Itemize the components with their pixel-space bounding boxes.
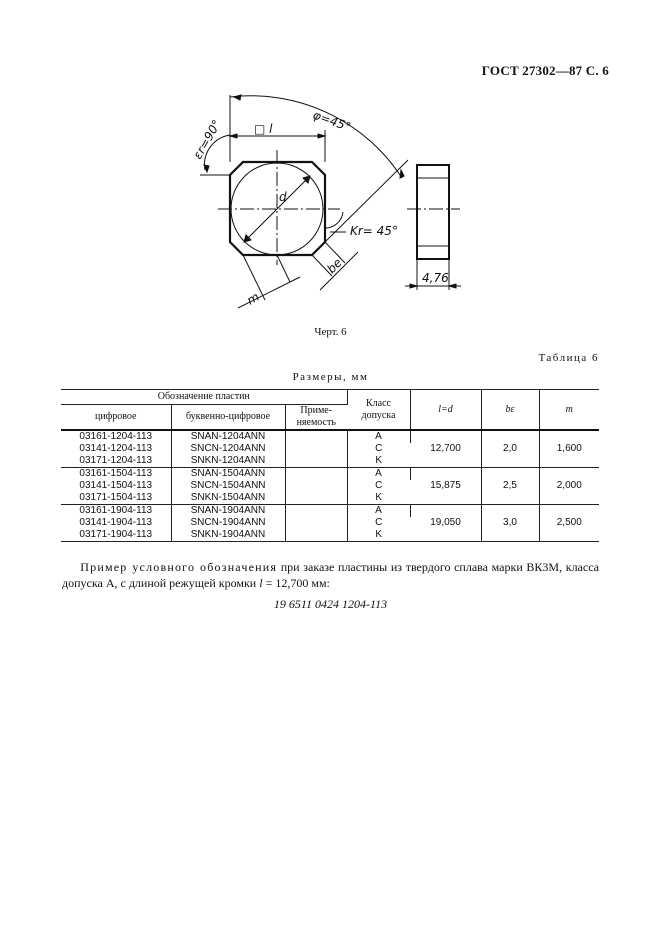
table-number: Таблица 6: [538, 352, 599, 364]
cell-l-d: 12,700: [410, 430, 481, 468]
example-text: при заказе пластины из твердого сплава марки ВК3М, класса допуска А, с длиной режущей кромки: [62, 560, 600, 590]
cell-digital: 03171-1204-113: [61, 455, 171, 468]
cell-digital: 03171-1904-113: [61, 529, 171, 542]
label-l: □ l: [254, 122, 273, 136]
cell-alpha: SNAN-1504ANN: [171, 468, 285, 481]
header-tolerance-class: Класс допуска: [347, 390, 410, 431]
cell-applicability: [285, 480, 347, 492]
figure-caption: Черт. 6: [314, 326, 347, 338]
cell-b: 2,5: [481, 468, 539, 505]
cell-alpha: SNAN-1904ANN: [171, 505, 285, 518]
insert-drawing: [0, 0, 661, 330]
cell-b: 2,0: [481, 430, 539, 468]
label-epsilon: εr=90°: [190, 117, 224, 162]
header-m: m: [539, 390, 599, 431]
example-lead: Пример условного обозначения: [80, 560, 278, 574]
cell-alpha: SNCN-1204ANN: [171, 443, 285, 455]
cell-digital: 03141-1204-113: [61, 443, 171, 455]
cell-class: K: [347, 492, 410, 505]
header-b: bε: [481, 390, 539, 431]
header-designation: Обозначение пластин: [61, 390, 347, 405]
page-header: ГОСТ 27302—87 С. 6: [481, 63, 609, 78]
label-kappa: Kr= 45°: [350, 224, 398, 238]
table-title: Размеры, мм: [292, 371, 369, 383]
cell-applicability: [285, 529, 347, 542]
cell-applicability: [285, 517, 347, 529]
cell-applicability: [285, 455, 347, 468]
dimensions-table: [61, 389, 599, 542]
label-phi: φ=45°: [310, 107, 353, 135]
cell-applicability: [285, 443, 347, 455]
label-m: m: [244, 289, 262, 308]
cell-class: A: [347, 468, 410, 481]
cell-digital: 03161-1904-113: [61, 505, 171, 518]
example-tail: = 12,700 мм:: [262, 576, 330, 590]
cell-class: K: [347, 455, 410, 468]
cell-class: C: [375, 517, 383, 528]
table-row: [61, 430, 599, 443]
cell-alpha: SNCN-1904ANN: [171, 517, 285, 529]
example-l-symbol: l: [259, 576, 263, 590]
cell-alpha: SNAN-1204ANN: [171, 430, 285, 443]
label-be: be: [324, 255, 345, 277]
cell-alpha: SNKN-1904ANN: [171, 529, 285, 542]
label-d: d: [279, 190, 287, 204]
cell-digital: 03141-1904-113: [61, 517, 171, 529]
label-thickness: 4,76: [422, 271, 449, 285]
cell-applicability: [285, 505, 347, 518]
cell-alpha: SNCN-1504ANN: [171, 480, 285, 492]
cell-applicability: [285, 468, 347, 481]
cell-class: A: [347, 430, 410, 443]
example-paragraph: [62, 559, 599, 591]
cell-applicability: [285, 492, 347, 505]
cell-m: 2,500: [539, 505, 599, 542]
header-digital: цифровое: [61, 405, 171, 431]
header-applicability: Приме- няемость: [285, 405, 347, 431]
cell-digital: 03141-1504-113: [61, 480, 171, 492]
cell-l-d: 19,050: [410, 505, 481, 542]
cell-m: 1,600: [539, 430, 599, 468]
table-row: [61, 468, 599, 481]
cell-class: A: [347, 505, 410, 518]
cell-m: 2,000: [539, 468, 599, 505]
header-l-d: l=d: [410, 390, 481, 431]
header-alphanumeric: буквенно-цифровое: [171, 405, 285, 431]
cell-class: C: [375, 480, 383, 491]
cell-class: C: [375, 443, 383, 454]
cell-alpha: SNKN-1504ANN: [171, 492, 285, 505]
cell-digital: 03161-1504-113: [61, 468, 171, 481]
cell-class: K: [347, 529, 410, 542]
cell-applicability: [285, 430, 347, 443]
cell-digital: 03161-1204-113: [61, 430, 171, 443]
example-code: 19 6511 0424 1204-113: [273, 597, 388, 611]
cell-alpha: SNKN-1204ANN: [171, 455, 285, 468]
cell-b: 3,0: [481, 505, 539, 542]
table-row: [61, 505, 599, 518]
cell-digital: 03171-1504-113: [61, 492, 171, 505]
cell-l-d: 15,875: [410, 468, 481, 505]
